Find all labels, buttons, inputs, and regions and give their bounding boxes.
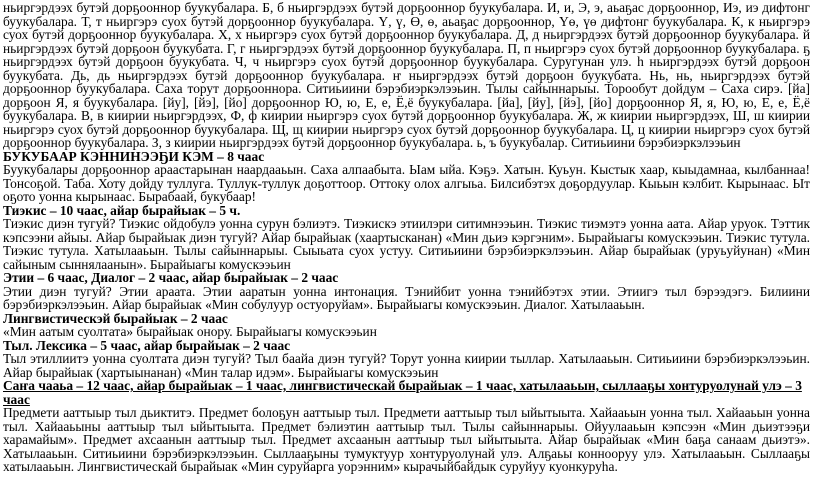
section-title: БУКУБААР КЭННИНЭЭҔИ КЭМ – 8 чаас: [3, 148, 265, 164]
after-abc-paragraph: Буукубалары дорҕооннор араастарынан наардааьын. Саха алпаабыта. Ыам ыйа. Кэҕэ. Хатын. Куьун. Кыстык хаар, кыыдамнаа, кылбаннаа! Тонсоҕой. Таба. Хоту дойду туллуга. Туллук-туллук доҕоттоор. Оттоку олох алгыьа. Билсибэтэх доҕордуулар. Кыьын кэлбит. Кырынаас. Ыт оҕото уонна кырынаас. Бырабаай, букубаар!: [3, 162, 810, 204]
block-text-paragraph: Тиэкис диэн тугуй? Тиэкис ойдобулэ уонна сурун бэлиэтэ. Тиэкискэ этиилэри ситимнээьин. Тиэкис тиэмэтэ уонна аата. Айар уруок. Тэттик кэпсээни айыы. Айар бырайыак диэн тугуй? Айар бырайыак (хаартысканан) «Мин дьиэ кэргэним». Бырайыагы комускээьин. Тиэкис тутула. Тиэкис тутула. Хатылааьын. Тылы сайыннарыы. Сыыьата суох устуу. Ситиьиини бэрэбиэркэлээьин. Айар бырайыак (уруьуйунан) «Мин сайыным сыннялаанын». Бырайыагы комускээьин: [3, 216, 810, 272]
block-sentence-title: Этии – 6 чаас, Диалог – 2 чаас, айар бырайыак – 2 чаас: [3, 270, 339, 285]
block-parts-of-speech-title: Саҥа чааьа – 12 чаас, айар бырайыак – 1 чаас, лингвистическай бырайыак – 1 чаас, хатылааьын, сыллааҕы хонтуруолунай улэ – 3 чаас: [3, 378, 802, 407]
block-linguistic-title: Лингвистическэй бырайыак – 2 чаас: [3, 310, 228, 326]
block-linguistic-paragraph: «Мин аатым суолтата» бырайыак онору. Бырайыагы комускээьин: [3, 324, 377, 339]
block-sentence-paragraph: Этии диэн тугуй? Этии араата. Этии ааратын уонна интонация. Тэнийбит уонна тэнийбэтэх этии. Этиигэ тыл бэрээдэгэ. Билиини бэрэбиэркэлээьин. Айар бырайыак «Мин собулуур остуоруйам». Бырайыагы комускээьин. Диалог. Хатылааьын.: [3, 283, 810, 312]
block-lexicon-paragraph: Тыл этиллиитэ уонна суолтата диэн тугуй? Тыл баайа диэн тугуй? Торут уонна киирии тыллар. Хатылааьын. Ситиьиини бэрэбиэркэлээьин. Айар бырайыак (хартыынанан) «Мин талар идэм». Бырайыагы комускээьин: [3, 351, 810, 380]
block-lexicon-title: Тыл. Лексика – 5 чаас, айар бырайыак – 2 чаас: [3, 337, 291, 353]
block-parts-of-speech-paragraph: Предмети ааттыыр тыл дьиктитэ. Предмет болоҕун ааттыыр тыл. Предмети ааттыыр тыл ыйытыыта. Хайааьын уонна тыл. Хайааьын уонна тыл. Хайааьыны ааттыыр тыл ыйытыыта. Предмет бэлиэтин ааттыыр тыл. Тылы сайыннарыы. Ойуулааьын кэпсээн «Мин дьиэтээҕи харамайым». Предмет ахсаанын ааттыыр тыл. Предмет ахсаанын ааттыыр тыл ыйытыыта. Айар бырайыак «Мин баҕа санаам дьиэтэ». Хатылааьын. Ситиьиини бэрэбиэркэлээьин. Сыллааҕыны тумуктуур хонтуруолунай улэ. Алҕаьы коннооруу улэ. Хатылааьын. Сыллааҕы хатылааьын. Лингвистическай бырайыак «Мин суруйарга уорэнним» кырачыйбайдык суруйуу куонкуруһа.: [3, 405, 810, 474]
intro-paragraph: ньиргэрдээх бутэй дорҕооннор буукубалара. Б, б ньиргэрдээх бутэй дорҕооннор буукубалара. И, и, Э, э, аьаҕас дорҕооннор, Иэ, иэ дифтонг буукубалара. Т, т ньиргэрэ суох бутэй дорҕооннор буукубалара. Ү, ү, Ө, ө, аьаҕас дорҕооннор, Үө, үө дифтонг буукубалара. К, к ньиргэрэ суох бутэй дорҕооннор буукубалара. Х, х ньиргэрэ суох бутэй дорҕооннор буукубалара. Д, д ньиргэрдээх бутэй дорҕооннор буукубалара. й ньиргэрдээх бутэй дорҕоон буукубата. Г, г ньиргэрдээх бутэй дорҕооннор буукубалара. П, п ньиргэрэ суох бутэй дорҕооннор буукубалара. ҕ ньиргэрдээх бутэй дорҕоон буукубата. Ч, ч ньиргэрэ суох бутэй дорҕооннор буукубалара. Суругунан улэ. һ ньиргэрдээх бутэй дорҕоон буукубата. Дь, дь ньиргэрдээх бутэй дорҕооннор буукубалара. ҥ ньиргэрдээх бутэй дорҕоон буукубата. Нь, нь, ньиргэрдээх бутэй дорҕооннор буукубалара. Саха торут дорҕооннора. Ситиьиини бэрэбиэркэлээьин. Тылы сайыннарыы. Торообут дойдум – Саха сирэ. [йа] дорҕоон Я, я буукубалара. [йу], [йэ], [йо] дорҕооннор Ю, ю, Е, е, Ё,ё буукубалара. [йа], [йу], [йэ], [йо] дорҕооннор Я, я, Ю, ю, Е, е, Ё,ё буукубалара. В, в киирии ньиргэрдээх, Ф, ф киирии ньиргэрэ суох бутэй дорҕооннор буукубалара. Ж, ж киирии ньиргэрдээх, Ш, ш киирии ньиргэрэ суох бутэй дорҕооннор буукубалара. Щ, щ киирии ньиргэрэ суох бутэй дорҕооннор буукубалара. Ц, ц киирии ньиргэрэ суох бутэй дорҕооннор буукубалара. З, з киирии ньиргэрдээх бутэй дорҕооннор буукубалара. ь, ъ буукубалар. Ситиьиини бэрэбиэркэлээьин: [3, 0, 810, 150]
block-text-title: Тиэкис – 10 чаас, айар бырайыак – 5 ч.: [3, 202, 241, 218]
